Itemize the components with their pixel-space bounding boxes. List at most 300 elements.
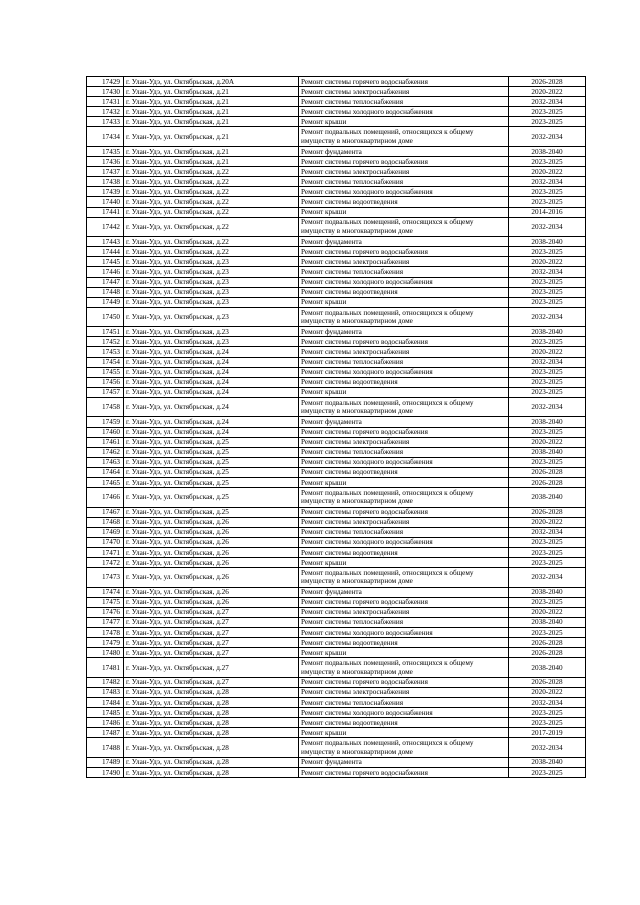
address-cell: г. Улан-Удэ, ул. Октябрьская, д.23 [124, 287, 299, 297]
work-type-cell: Ремонт системы теплоснабжения [299, 527, 509, 537]
period-cell: 2023-2025 [509, 718, 586, 728]
row-number-cell: 17457 [87, 387, 124, 397]
address-cell: г. Улан-Удэ, ул. Октябрьская, д.22 [124, 217, 299, 237]
period-cell: 2026-2028 [509, 77, 586, 87]
address-cell: г. Улан-Удэ, ул. Октябрьская, д.22 [124, 237, 299, 247]
address-cell: г. Улан-Удэ, ул. Октябрьская, д.21 [124, 117, 299, 127]
period-cell: 2020-2022 [509, 607, 586, 617]
repair-schedule-table [86, 76, 586, 778]
row-number-cell: 17453 [87, 347, 124, 357]
address-cell: г. Улан-Удэ, ул. Октябрьская, д.25 [124, 507, 299, 517]
address-cell: г. Улан-Удэ, ул. Октябрьская, д.28 [124, 708, 299, 718]
work-type-cell: Ремонт фундамента [299, 757, 509, 767]
row-number-cell: 17472 [87, 558, 124, 568]
work-type-cell: Ремонт системы холодного водоснабжения [299, 537, 509, 547]
table-row [87, 698, 586, 708]
period-cell: 2032-2034 [509, 568, 586, 588]
work-type-cell: Ремонт фундамента [299, 417, 509, 427]
row-number-cell: 17468 [87, 517, 124, 527]
row-number-cell: 17444 [87, 247, 124, 257]
row-number-cell: 17432 [87, 107, 124, 117]
table-row [87, 187, 586, 197]
address-cell: г. Улан-Удэ, ул. Октябрьская, д.23 [124, 307, 299, 327]
row-number-cell: 17473 [87, 568, 124, 588]
address-cell: г. Улан-Удэ, ул. Октябрьская, д.21 [124, 97, 299, 107]
row-number-cell: 17442 [87, 217, 124, 237]
table-row [87, 237, 586, 247]
address-cell: г. Улан-Удэ, ул. Октябрьская, д.21 [124, 157, 299, 167]
period-cell: 2020-2022 [509, 257, 586, 267]
address-cell: г. Улан-Удэ, ул. Октябрьская, д.22 [124, 207, 299, 217]
period-cell: 2032-2034 [509, 357, 586, 367]
row-number-cell: 17438 [87, 177, 124, 187]
table-row [87, 357, 586, 367]
address-cell: г. Улан-Удэ, ул. Октябрьская, д.28 [124, 698, 299, 708]
table-row [87, 587, 586, 597]
address-cell: г. Улан-Удэ, ул. Октябрьская, д.26 [124, 547, 299, 557]
row-number-cell: 17455 [87, 367, 124, 377]
address-cell: г. Улан-Удэ, ул. Октябрьская, д.23 [124, 327, 299, 337]
row-number-cell: 17465 [87, 478, 124, 488]
row-number-cell: 17450 [87, 307, 124, 327]
work-type-cell: Ремонт системы водоотведения [299, 197, 509, 207]
address-cell: г. Улан-Удэ, ул. Октябрьская, д.22 [124, 167, 299, 177]
address-cell: г. Улан-Удэ, ул. Октябрьская, д.24 [124, 417, 299, 427]
work-type-cell: Ремонт крыши [299, 297, 509, 307]
table-row [87, 478, 586, 488]
row-number-cell: 17448 [87, 287, 124, 297]
work-type-cell: Ремонт подвальных помещений, относящихся к общему имуществу в многоквартирном доме [299, 397, 509, 417]
row-number-cell: 17433 [87, 117, 124, 127]
work-type-cell: Ремонт системы водоотведения [299, 287, 509, 297]
table-row [87, 307, 586, 327]
work-type-cell: Ремонт подвальных помещений, относящихся к общему имуществу в многоквартирном доме [299, 217, 509, 237]
work-type-cell: Ремонт системы электроснабжения [299, 167, 509, 177]
period-cell: 2023-2025 [509, 387, 586, 397]
table-row [87, 327, 586, 337]
row-number-cell: 17452 [87, 337, 124, 347]
row-number-cell: 17485 [87, 708, 124, 718]
row-number-cell: 17437 [87, 167, 124, 177]
work-type-cell: Ремонт системы теплоснабжения [299, 97, 509, 107]
row-number-cell: 17434 [87, 127, 124, 147]
table-row [87, 427, 586, 437]
period-cell: 2020-2022 [509, 687, 586, 697]
row-number-cell: 17435 [87, 146, 124, 156]
work-type-cell: Ремонт системы холодного водоснабжения [299, 457, 509, 467]
period-cell: 2023-2025 [509, 427, 586, 437]
table-row [87, 767, 586, 777]
work-type-cell: Ремонт системы горячего водоснабжения [299, 677, 509, 687]
table-row [87, 607, 586, 617]
period-cell: 2032-2034 [509, 267, 586, 277]
address-cell: г. Улан-Удэ, ул. Октябрьская, д.26 [124, 517, 299, 527]
address-cell: г. Улан-Удэ, ул. Октябрьская, д.28 [124, 738, 299, 758]
address-cell: г. Улан-Удэ, ул. Октябрьская, д.27 [124, 638, 299, 648]
address-cell: г. Улан-Удэ, ул. Октябрьская, д.23 [124, 267, 299, 277]
period-cell: 2020-2022 [509, 167, 586, 177]
period-cell: 2023-2025 [509, 367, 586, 377]
address-cell: г. Улан-Удэ, ул. Октябрьская, д.25 [124, 467, 299, 477]
row-number-cell: 17467 [87, 507, 124, 517]
work-type-cell: Ремонт системы холодного водоснабжения [299, 277, 509, 287]
period-cell: 2023-2025 [509, 117, 586, 127]
address-cell: г. Улан-Удэ, ул. Октябрьская, д.25 [124, 437, 299, 447]
period-cell: 2023-2025 [509, 547, 586, 557]
address-cell: г. Улан-Удэ, ул. Октябрьская, д.27 [124, 658, 299, 678]
row-number-cell: 17445 [87, 257, 124, 267]
address-cell: г. Улан-Удэ, ул. Октябрьская, д.23 [124, 297, 299, 307]
row-number-cell: 17454 [87, 357, 124, 367]
row-number-cell: 17461 [87, 437, 124, 447]
table-row [87, 718, 586, 728]
table-body [87, 77, 586, 778]
table-row [87, 247, 586, 257]
period-cell: 2014-2016 [509, 207, 586, 217]
row-number-cell: 17479 [87, 638, 124, 648]
address-cell: г. Улан-Удэ, ул. Октябрьская, д.27 [124, 607, 299, 617]
table-row [87, 207, 586, 217]
address-cell: г. Улан-Удэ, ул. Октябрьская, д.22 [124, 247, 299, 257]
row-number-cell: 17456 [87, 377, 124, 387]
period-cell: 2020-2022 [509, 87, 586, 97]
work-type-cell: Ремонт системы горячего водоснабжения [299, 767, 509, 777]
document-page [86, 76, 564, 778]
table-row [87, 167, 586, 177]
work-type-cell: Ремонт системы водоотведения [299, 718, 509, 728]
period-cell: 2032-2034 [509, 698, 586, 708]
work-type-cell: Ремонт системы холодного водоснабжения [299, 107, 509, 117]
table-row [87, 437, 586, 447]
period-cell: 2038-2040 [509, 488, 586, 508]
address-cell: г. Улан-Удэ, ул. Октябрьская, д.26 [124, 558, 299, 568]
table-row [87, 397, 586, 417]
work-type-cell: Ремонт крыши [299, 117, 509, 127]
address-cell: г. Улан-Удэ, ул. Октябрьская, д.28 [124, 728, 299, 738]
row-number-cell: 17443 [87, 237, 124, 247]
table-row [87, 257, 586, 267]
address-cell: г. Улан-Удэ, ул. Октябрьская, д.23 [124, 337, 299, 347]
table-row [87, 107, 586, 117]
table-row [87, 157, 586, 167]
row-number-cell: 17458 [87, 397, 124, 417]
work-type-cell: Ремонт системы водоотведения [299, 638, 509, 648]
table-row [87, 97, 586, 107]
period-cell: 2032-2034 [509, 397, 586, 417]
period-cell: 2026-2028 [509, 648, 586, 658]
work-type-cell: Ремонт системы холодного водоснабжения [299, 708, 509, 718]
table-row [87, 488, 586, 508]
table-row [87, 507, 586, 517]
table-row [87, 537, 586, 547]
row-number-cell: 17460 [87, 427, 124, 437]
period-cell: 2023-2025 [509, 558, 586, 568]
period-cell: 2032-2034 [509, 177, 586, 187]
work-type-cell: Ремонт подвальных помещений, относящихся к общему имуществу в многоквартирном доме [299, 658, 509, 678]
row-number-cell: 17441 [87, 207, 124, 217]
work-type-cell: Ремонт системы электроснабжения [299, 87, 509, 97]
row-number-cell: 17481 [87, 658, 124, 678]
period-cell: 2023-2025 [509, 767, 586, 777]
address-cell: г. Улан-Удэ, ул. Октябрьская, д.27 [124, 677, 299, 687]
table-row [87, 728, 586, 738]
table-row [87, 117, 586, 127]
period-cell: 2023-2025 [509, 157, 586, 167]
row-number-cell: 17462 [87, 447, 124, 457]
address-cell: г. Улан-Удэ, ул. Октябрьская, д.24 [124, 397, 299, 417]
address-cell: г. Улан-Удэ, ул. Октябрьская, д.28 [124, 718, 299, 728]
row-number-cell: 17466 [87, 488, 124, 508]
work-type-cell: Ремонт системы холодного водоснабжения [299, 628, 509, 638]
work-type-cell: Ремонт подвальных помещений, относящихся к общему имуществу в многоквартирном доме [299, 307, 509, 327]
address-cell: г. Улан-Удэ, ул. Октябрьская, д.21 [124, 107, 299, 117]
row-number-cell: 17470 [87, 537, 124, 547]
work-type-cell: Ремонт системы горячего водоснабжения [299, 427, 509, 437]
period-cell: 2023-2025 [509, 337, 586, 347]
period-cell: 2026-2028 [509, 467, 586, 477]
table-row [87, 267, 586, 277]
table-row [87, 127, 586, 147]
table-row [87, 597, 586, 607]
work-type-cell: Ремонт фундамента [299, 327, 509, 337]
address-cell: г. Улан-Удэ, ул. Октябрьская, д.25 [124, 447, 299, 457]
period-cell: 2023-2025 [509, 537, 586, 547]
table-row [87, 177, 586, 187]
work-type-cell: Ремонт крыши [299, 648, 509, 658]
address-cell: г. Улан-Удэ, ул. Октябрьская, д.24 [124, 387, 299, 397]
period-cell: 2023-2025 [509, 377, 586, 387]
work-type-cell: Ремонт системы электроснабжения [299, 437, 509, 447]
address-cell: г. Улан-Удэ, ул. Октябрьская, д.22 [124, 187, 299, 197]
address-cell: г. Улан-Удэ, ул. Октябрьская, д.24 [124, 347, 299, 357]
table-row [87, 628, 586, 638]
address-cell: г. Улан-Удэ, ул. Октябрьская, д.27 [124, 628, 299, 638]
address-cell: г. Улан-Удэ, ул. Октябрьская, д.21 [124, 146, 299, 156]
row-number-cell: 17488 [87, 738, 124, 758]
table-row [87, 77, 586, 87]
table-row [87, 447, 586, 457]
work-type-cell: Ремонт системы горячего водоснабжения [299, 77, 509, 87]
table-row [87, 677, 586, 687]
period-cell: 2032-2034 [509, 217, 586, 237]
address-cell: г. Улан-Удэ, ул. Октябрьская, д.22 [124, 177, 299, 187]
address-cell: г. Улан-Удэ, ул. Октябрьская, д.24 [124, 377, 299, 387]
row-number-cell: 17431 [87, 97, 124, 107]
work-type-cell: Ремонт системы горячего водоснабжения [299, 247, 509, 257]
work-type-cell: Ремонт крыши [299, 728, 509, 738]
table-row [87, 297, 586, 307]
period-cell: 2038-2040 [509, 658, 586, 678]
period-cell: 2038-2040 [509, 327, 586, 337]
work-type-cell: Ремонт системы холодного водоснабжения [299, 187, 509, 197]
period-cell: 2038-2040 [509, 617, 586, 627]
period-cell: 2023-2025 [509, 287, 586, 297]
work-type-cell: Ремонт системы электроснабжения [299, 687, 509, 697]
period-cell: 2023-2025 [509, 277, 586, 287]
period-cell: 2032-2034 [509, 527, 586, 537]
table-row [87, 527, 586, 537]
period-cell: 2023-2025 [509, 247, 586, 257]
address-cell: г. Улан-Удэ, ул. Октябрьская, д.24 [124, 427, 299, 437]
row-number-cell: 17446 [87, 267, 124, 277]
row-number-cell: 17487 [87, 728, 124, 738]
table-row [87, 517, 586, 527]
address-cell: г. Улан-Удэ, ул. Октябрьская, д.25 [124, 488, 299, 508]
work-type-cell: Ремонт крыши [299, 558, 509, 568]
address-cell: г. Улан-Удэ, ул. Октябрьская, д.21 [124, 127, 299, 147]
table-row [87, 547, 586, 557]
row-number-cell: 17474 [87, 587, 124, 597]
work-type-cell: Ремонт системы теплоснабжения [299, 177, 509, 187]
work-type-cell: Ремонт системы электроснабжения [299, 517, 509, 527]
row-number-cell: 17469 [87, 527, 124, 537]
table-row [87, 687, 586, 697]
table-row [87, 467, 586, 477]
work-type-cell: Ремонт системы водоотведения [299, 547, 509, 557]
work-type-cell: Ремонт фундамента [299, 146, 509, 156]
address-cell: г. Улан-Удэ, ул. Октябрьская, д.20А [124, 77, 299, 87]
table-row [87, 217, 586, 237]
work-type-cell: Ремонт подвальных помещений, относящихся к общему имуществу в многоквартирном доме [299, 127, 509, 147]
row-number-cell: 17451 [87, 327, 124, 337]
row-number-cell: 17439 [87, 187, 124, 197]
row-number-cell: 17459 [87, 417, 124, 427]
row-number-cell: 17447 [87, 277, 124, 287]
row-number-cell: 17436 [87, 157, 124, 167]
work-type-cell: Ремонт системы водоотведения [299, 467, 509, 477]
row-number-cell: 17464 [87, 467, 124, 477]
row-number-cell: 17490 [87, 767, 124, 777]
period-cell: 2023-2025 [509, 187, 586, 197]
address-cell: г. Улан-Удэ, ул. Октябрьская, д.28 [124, 767, 299, 777]
work-type-cell: Ремонт фундамента [299, 237, 509, 247]
address-cell: г. Улан-Удэ, ул. Октябрьская, д.27 [124, 617, 299, 627]
address-cell: г. Улан-Удэ, ул. Октябрьская, д.26 [124, 527, 299, 537]
table-row [87, 568, 586, 588]
period-cell: 2026-2028 [509, 677, 586, 687]
period-cell: 2038-2040 [509, 757, 586, 767]
row-number-cell: 17463 [87, 457, 124, 467]
table-row [87, 146, 586, 156]
table-row [87, 708, 586, 718]
work-type-cell: Ремонт подвальных помещений, относящихся к общему имуществу в многоквартирном доме [299, 488, 509, 508]
period-cell: 2017-2019 [509, 728, 586, 738]
table-row [87, 738, 586, 758]
row-number-cell: 17478 [87, 628, 124, 638]
table-row [87, 367, 586, 377]
address-cell: г. Улан-Удэ, ул. Октябрьская, д.28 [124, 757, 299, 767]
work-type-cell: Ремонт фундамента [299, 587, 509, 597]
period-cell: 2023-2025 [509, 107, 586, 117]
address-cell: г. Улан-Удэ, ул. Октябрьская, д.23 [124, 277, 299, 287]
work-type-cell: Ремонт системы горячего водоснабжения [299, 597, 509, 607]
period-cell: 2026-2028 [509, 478, 586, 488]
row-number-cell: 17486 [87, 718, 124, 728]
table-row [87, 417, 586, 427]
table-row [87, 377, 586, 387]
table-row [87, 387, 586, 397]
address-cell: г. Улан-Удэ, ул. Октябрьская, д.26 [124, 568, 299, 588]
row-number-cell: 17471 [87, 547, 124, 557]
work-type-cell: Ремонт подвальных помещений, относящихся к общему имуществу в многоквартирном доме [299, 738, 509, 758]
row-number-cell: 17482 [87, 677, 124, 687]
address-cell: г. Улан-Удэ, ул. Октябрьская, д.24 [124, 367, 299, 377]
row-number-cell: 17489 [87, 757, 124, 767]
address-cell: г. Улан-Удэ, ул. Октябрьская, д.24 [124, 357, 299, 367]
period-cell: 2026-2028 [509, 507, 586, 517]
period-cell: 2023-2025 [509, 597, 586, 607]
row-number-cell: 17429 [87, 77, 124, 87]
address-cell: г. Улан-Удэ, ул. Октябрьская, д.26 [124, 587, 299, 597]
period-cell: 2038-2040 [509, 587, 586, 597]
period-cell: 2032-2034 [509, 127, 586, 147]
table-row [87, 277, 586, 287]
table-row [87, 287, 586, 297]
row-number-cell: 17476 [87, 607, 124, 617]
table-row [87, 558, 586, 568]
address-cell: г. Улан-Удэ, ул. Октябрьская, д.21 [124, 87, 299, 97]
work-type-cell: Ремонт крыши [299, 387, 509, 397]
table-row [87, 347, 586, 357]
period-cell: 2032-2034 [509, 738, 586, 758]
work-type-cell: Ремонт системы холодного водоснабжения [299, 367, 509, 377]
period-cell: 2020-2022 [509, 517, 586, 527]
address-cell: г. Улан-Удэ, ул. Октябрьская, д.25 [124, 457, 299, 467]
period-cell: 2023-2025 [509, 197, 586, 207]
period-cell: 2020-2022 [509, 347, 586, 357]
row-number-cell: 17477 [87, 617, 124, 627]
work-type-cell: Ремонт подвальных помещений, относящихся к общему имуществу в многоквартирном доме [299, 568, 509, 588]
row-number-cell: 17449 [87, 297, 124, 307]
work-type-cell: Ремонт крыши [299, 478, 509, 488]
period-cell: 2032-2034 [509, 97, 586, 107]
table-row [87, 648, 586, 658]
period-cell: 2023-2025 [509, 708, 586, 718]
work-type-cell: Ремонт системы горячего водоснабжения [299, 507, 509, 517]
period-cell: 2038-2040 [509, 237, 586, 247]
row-number-cell: 17484 [87, 698, 124, 708]
period-cell: 2038-2040 [509, 447, 586, 457]
period-cell: 2023-2025 [509, 628, 586, 638]
table-row [87, 197, 586, 207]
period-cell: 2038-2040 [509, 146, 586, 156]
work-type-cell: Ремонт системы теплоснабжения [299, 447, 509, 457]
address-cell: г. Улан-Удэ, ул. Октябрьская, д.26 [124, 597, 299, 607]
address-cell: г. Улан-Удэ, ул. Октябрьская, д.23 [124, 257, 299, 267]
row-number-cell: 17480 [87, 648, 124, 658]
work-type-cell: Ремонт системы теплоснабжения [299, 357, 509, 367]
work-type-cell: Ремонт системы водоотведения [299, 377, 509, 387]
work-type-cell: Ремонт системы горячего водоснабжения [299, 337, 509, 347]
work-type-cell: Ремонт системы горячего водоснабжения [299, 157, 509, 167]
address-cell: г. Улан-Удэ, ул. Октябрьская, д.25 [124, 478, 299, 488]
work-type-cell: Ремонт системы теплоснабжения [299, 617, 509, 627]
work-type-cell: Ремонт системы электроснабжения [299, 257, 509, 267]
row-number-cell: 17430 [87, 87, 124, 97]
work-type-cell: Ремонт крыши [299, 207, 509, 217]
table-row [87, 638, 586, 648]
period-cell: 2038-2040 [509, 417, 586, 427]
table-row [87, 87, 586, 97]
period-cell: 2023-2025 [509, 297, 586, 307]
period-cell: 2023-2025 [509, 457, 586, 467]
period-cell: 2020-2022 [509, 437, 586, 447]
row-number-cell: 17483 [87, 687, 124, 697]
work-type-cell: Ремонт системы теплоснабжения [299, 698, 509, 708]
address-cell: г. Улан-Удэ, ул. Октябрьская, д.27 [124, 648, 299, 658]
table-row [87, 757, 586, 767]
period-cell: 2026-2028 [509, 638, 586, 648]
